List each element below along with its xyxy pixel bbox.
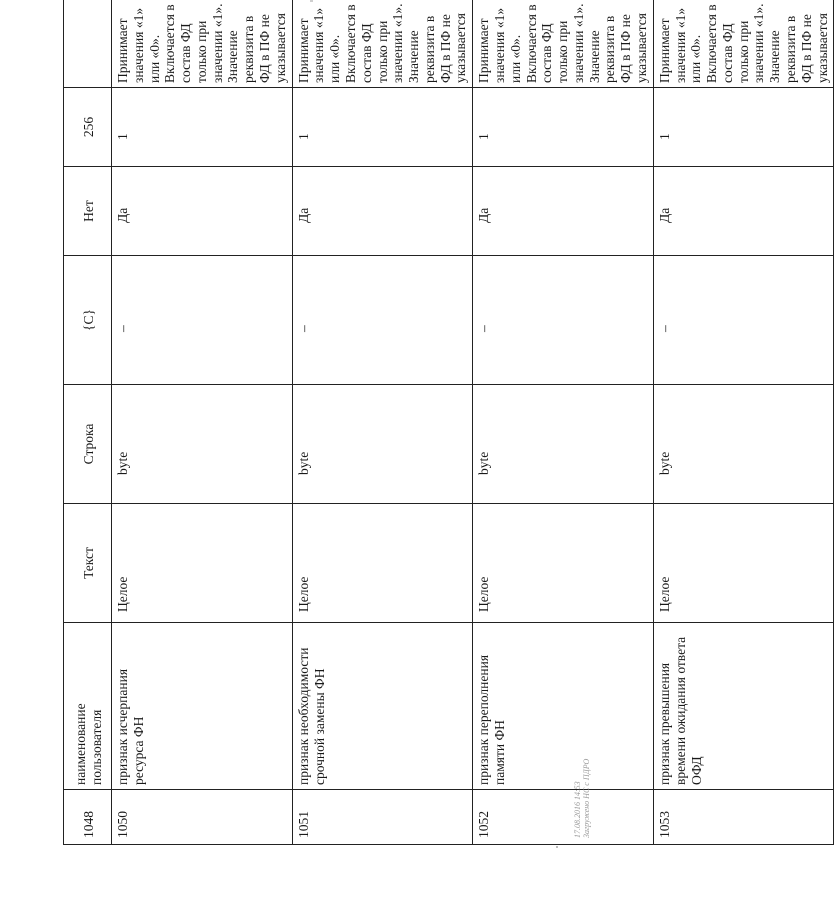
row-format-cell: byte [292, 385, 473, 504]
registration-stamp [573, 758, 591, 838]
row-mandatory-cell: Да [112, 167, 293, 256]
scan-artifact [556, 846, 558, 848]
stamp-source-line: Загружено НС с ПДРО [581, 758, 591, 838]
header-length-cell: 256 [64, 88, 112, 167]
header-mandatory-cell: Нет [64, 167, 112, 256]
table-row [112, 0, 293, 845]
row-description-cell: Принимает значения «1» или «0». Включается в состав ФД только при значении «1». Значение реквизита в ФД в ПФ не указывается [473, 0, 654, 88]
row-condition-cell: – [292, 256, 473, 385]
row-name-cell: признак исчерпания ресурса ФН [112, 623, 293, 790]
requisites-table [63, 0, 834, 845]
row-length-cell: 1 [292, 88, 473, 167]
row-name-cell: признак необходимости срочной замены ФН [292, 623, 473, 790]
header-type-cell: Текст [64, 504, 112, 623]
row-tag-cell: 1050 [112, 790, 293, 845]
table-row [292, 0, 473, 845]
header-tag-cell: 1048 [64, 790, 112, 845]
table-row [473, 0, 654, 845]
table-header-row [64, 0, 112, 845]
header-description-cell [64, 0, 112, 88]
table-row [653, 0, 834, 845]
row-type-cell: Целое [112, 504, 293, 623]
row-length-cell: 1 [473, 88, 654, 167]
row-mandatory-cell: Да [473, 167, 654, 256]
row-format-cell: byte [653, 385, 834, 504]
row-condition-cell: – [653, 256, 834, 385]
header-format-cell: Строка [64, 385, 112, 504]
row-format-cell: byte [112, 385, 293, 504]
row-format-cell: byte [473, 385, 654, 504]
row-type-cell: Целое [653, 504, 834, 623]
header-condition-cell: {С} [64, 256, 112, 385]
row-tag-cell: 1053 [653, 790, 834, 845]
row-type-cell: Целое [292, 504, 473, 623]
row-description-cell: Принимает значения «1» или «0». Включается в состав ФД только при значении «1». Значение реквизита в ФД в ПФ не указывается [653, 0, 834, 88]
row-condition-cell: – [473, 256, 654, 385]
row-length-cell: 1 [112, 88, 293, 167]
row-mandatory-cell: Да [653, 167, 834, 256]
stamp-date-line: 17.08.2016 14:53 [573, 781, 582, 838]
row-type-cell: Целое [473, 504, 654, 623]
row-length-cell: 1 [653, 88, 834, 167]
row-name-cell: признак переполнения памяти ФН [473, 623, 654, 790]
row-name-cell: признак превышения времени ожидания ответа ОФД [653, 623, 834, 790]
row-description-cell: Принимает значения «1» или «0». Включается в состав ФД только при значении «1». Значение реквизита в ФД в ПФ не указывается [292, 0, 473, 88]
row-description-cell: Принимает значения «1» или «0». Включается в состав ФД только при значении «1». Значение реквизита в ФД в ПФ не указывается [112, 0, 293, 88]
row-tag-cell: 1051 [292, 790, 473, 845]
row-mandatory-cell: Да [292, 167, 473, 256]
header-name-cell: наименование пользователя [64, 623, 112, 790]
row-condition-cell: – [112, 256, 293, 385]
row-tag-cell: 1052 [473, 790, 654, 845]
